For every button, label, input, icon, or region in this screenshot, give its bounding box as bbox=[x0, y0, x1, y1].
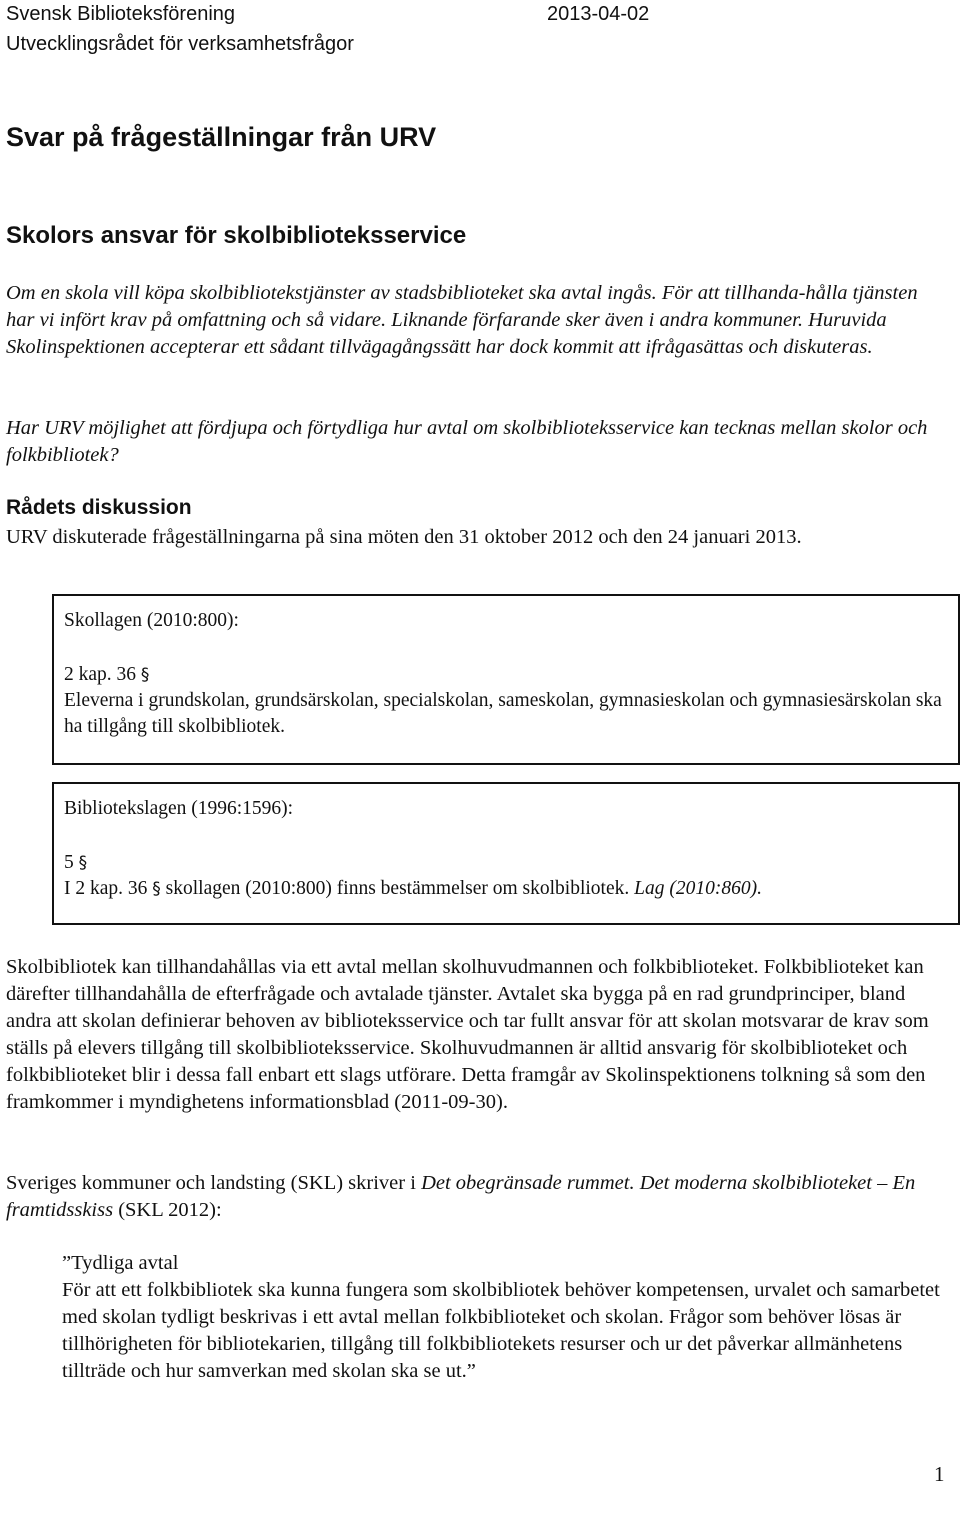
law-title: Bibliotekslagen (1996:1596): bbox=[64, 798, 294, 819]
law-title: Skollagen (2010:800): bbox=[64, 610, 239, 631]
discussion-text: URV diskuterade frågeställningarna på sina möten den 31 oktober 2012 och den 24 januari 2013. bbox=[6, 526, 802, 548]
law-reference bbox=[64, 662, 948, 688]
law-ref: 5 bbox=[64, 852, 74, 873]
page-number: 1 bbox=[934, 1462, 945, 1486]
header-org: Svensk Biblioteksförening bbox=[6, 3, 236, 25]
intro-question: Har URV möjlighet att fördjupa och förtydliga hur avtal om skolbiblioteksservice kan tecknas mellan skolor och folkbibliotek? bbox=[6, 417, 928, 466]
law-ref-prefix: 2 kap. 36 bbox=[64, 664, 137, 685]
para2-tail: (SKL 2012): bbox=[113, 1199, 222, 1221]
section-symbol: § bbox=[78, 853, 88, 873]
law-text bbox=[64, 876, 948, 902]
section-heading: Skolors ansvar för skolbiblioteksservice bbox=[6, 222, 467, 249]
body-paragraph-2 bbox=[6, 1170, 946, 1224]
law-text: Eleverna i grundskolan, grundsärskolan, specialskolan, sameskolan, gymnasieskolan och gymnasiesärskolan ska ha tillgång till skolbibliotek. bbox=[64, 690, 942, 737]
law-text-c: Lag (2010:860). bbox=[634, 878, 762, 899]
quote-heading: ”Tydliga avtal bbox=[62, 1252, 179, 1274]
law-box-skollagen bbox=[52, 594, 960, 765]
section-symbol: § bbox=[152, 879, 161, 899]
para2-lead: Sveriges kommuner och landsting (SKL) skriver i bbox=[6, 1172, 422, 1194]
law-box-bibliotekslagen bbox=[52, 782, 960, 925]
intro-paragraph: Om en skola vill köpa skolbibliotekstjänster av stadsbiblioteket ska avtal ingås. För att tillhanda-hålla tjänsten har vi infört krav på omfattning och så vidare. Liknande förfarande sker även i andra kommuner. Huruvida Skolinspektionen accepterar ett sådant tillvägagångssätt har dock kommit att ifrågasättas och diskuteras. bbox=[6, 282, 918, 358]
discussion-heading: Rådets diskussion bbox=[6, 496, 192, 519]
page-title: Svar på frågeställningar från URV bbox=[6, 122, 437, 152]
quote-block bbox=[62, 1250, 952, 1385]
publication-title: Det obegränsade rummet. Det moderna skolbiblioteket – En framtidsskiss bbox=[6, 1172, 916, 1221]
header-dept: Utvecklingsrådet för verksamhetsfrågor bbox=[6, 33, 354, 55]
section-symbol: § bbox=[140, 665, 150, 685]
quote-close: ” bbox=[466, 1360, 476, 1382]
law-reference bbox=[64, 850, 948, 876]
quote-body: För att ett folkbibliotek ska kunna fungera som skolbibliotek behöver kompetensen, urvalet och samarbetet med skolan tydligt beskrivas i ett avtal mellan folkbiblioteket och skolan. Frågor som behöver lösas är tillhörigheten för bibliotekarien, tillgång till folkbibliotekets resurser och ur det påverkar allmänhetens tillträde och hur samverkan med skolan ska se ut. bbox=[62, 1279, 940, 1382]
header-date: 2013-04-02 bbox=[547, 3, 650, 25]
law-text-a: I 2 kap. 36 bbox=[64, 878, 148, 899]
law-text-b: skollagen (2010:800) finns bestämmelser om skolbibliotek. bbox=[160, 878, 635, 899]
body-paragraph-1: Skolbibliotek kan tillhandahållas via ett avtal mellan skolhuvudmannen och folkbiblioteket. Folkbiblioteket kan därefter tillhandahålla de efterfrågade och avtalade tjänster. Avtalet ska bygga på en rad grundprinciper, bland andra att skolan definierar behoven av biblioteksservice och tar fullt ansvar för att skolan motsvarar de krav som ställs på elevers tillgång till skolbiblioteksservice. Skolhuvudmannen är alltid ansvarig för skolbiblioteket och folkbiblioteket blir i dessa fall enbart ett slags utförare. Detta framgår av Skolinspektionens tolkning så som den framkommer i myndighetens informationsblad (2011-09-30). bbox=[6, 956, 929, 1113]
quote-text bbox=[62, 1277, 952, 1385]
